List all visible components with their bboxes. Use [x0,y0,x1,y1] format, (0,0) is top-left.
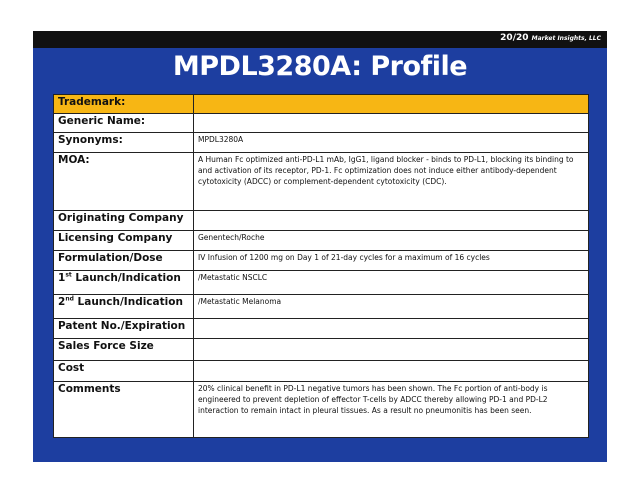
row-label: Originating Company [54,211,194,231]
table-row [54,271,589,295]
row-value: IV Infusion of 1200 mg on Day 1 of 21-day cycles for a maximum of 16 cycles [194,251,589,271]
table-row [54,382,589,438]
row-value: /Metastatic Melanoma [194,295,589,319]
row-value [194,114,589,133]
row-label: Trademark: [54,95,194,114]
row-value [194,211,589,231]
row-value: A Human Fc optimized anti-PD-L1 mAb, IgG1, ligand blocker - binds to PD-L1, blocking its binding to and activation of its receptor, PD-1. Fc optimization does not induce either antibody-dependent cytotoxicity (ADCC) or complement-dependent cytotoxicity (CDC). [194,153,589,211]
table-row [54,153,589,211]
row-label: Synonyms: [54,133,194,153]
row-value: 20% clinical benefit in PD-L1 negative tumors has been shown. The Fc portion of anti-body is engineered to prevent depletion of effector T-cells by ADCC thereby allowing PD-1 and PD-L2 interaction to remain intact in pleural tissues. As a result no pneumonitis has been seen. [194,382,589,438]
brand-main: 20/20 [500,33,529,43]
row-label: 1st Launch/Indication [54,271,194,295]
table-row [54,339,589,361]
row-label: Licensing Company [54,231,194,251]
row-value [194,95,589,114]
row-label: MOA: [54,153,194,211]
row-label: Cost [54,361,194,382]
row-label: Patent No./Expiration [54,319,194,339]
row-label: 2nd Launch/Indication [54,295,194,319]
row-value: MPDL3280A [194,133,589,153]
profile-table [53,94,589,438]
table-row [54,95,589,114]
row-value: /Metastatic NSCLC [194,271,589,295]
row-label: Formulation/Dose [54,251,194,271]
row-label: Sales Force Size [54,339,194,361]
slide [33,48,607,462]
row-label: Comments [54,382,194,438]
table-row [54,319,589,339]
row-value [194,319,589,339]
table-row [54,251,589,271]
table-row [54,361,589,382]
table-row [54,114,589,133]
brand-sub: Market Insights, LLC [531,35,601,42]
row-value [194,339,589,361]
brand-logo [500,33,601,43]
row-value [194,361,589,382]
table-row [54,295,589,319]
table-row [54,231,589,251]
table-row [54,211,589,231]
table-row [54,133,589,153]
row-value: Genentech/Roche [194,231,589,251]
top-bar [33,31,607,48]
row-label: Generic Name: [54,114,194,133]
slide-title: MPDL3280A: Profile [172,51,468,82]
